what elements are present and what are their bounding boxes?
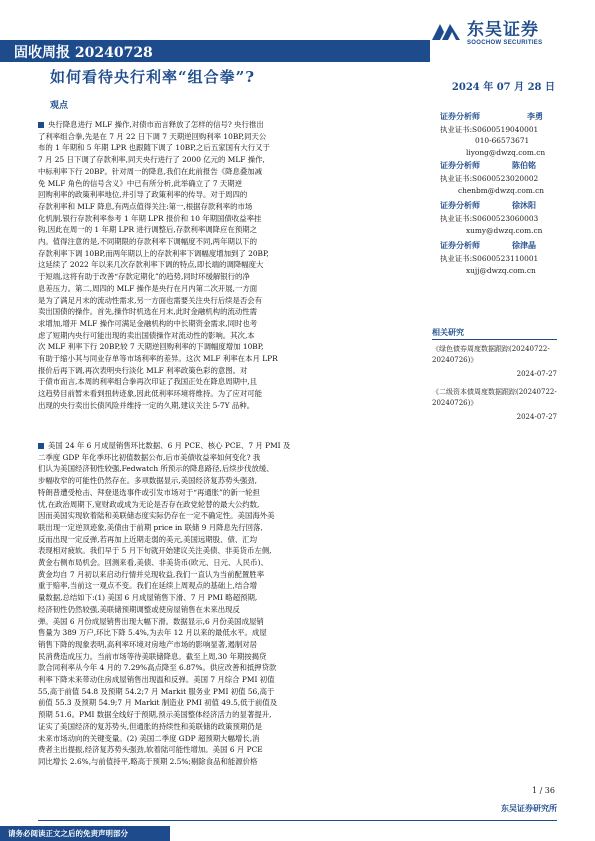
paragraph2-line: 美国 24 年 6 月成屋销售环比数据、6 月 PCE、核心 PCE、7 月 PMI 及 [48,441,291,450]
disclaimer-banner[interactable]: 请务必阅读正文之后的免责声明部分 [0,826,170,841]
paragraph1-line: 虑了短期内央行可能出现的卖出国债操作对流动性的影响。其次,本 [38,330,255,340]
paragraph2-line: 经济韧性仍然较强,美联储预期调整或使房屋销售在未来出现反 [38,604,240,614]
footer-divider [38,820,557,821]
analyst-2-email[interactable]: chenbm@dwzq.com.cn [458,186,545,195]
paragraph2-line: 前值 55.3 及预期 54.9;7 月 Markit 制造业 PMI 初值 49.5,低于前值及 [38,698,278,708]
paragraph2-line: 反而出现一定反弹,若再加上近期走弱的美元,美国远期股、债、汇均 [38,534,258,544]
logo-mark-icon [430,20,462,46]
paragraph2-line: 利率下降未来带动住房成屋销售出现温和反弹。美国 7 月综合 PMI 初值 [38,675,275,685]
paragraph2-line: 55,高于前值 54.8 及预期 54.2;7 月 Markit 服务业 PMI 初值 56,高于 [38,686,275,696]
paragraph2-line: 黄金右侧布局机会。回测来看,美债、非美货币(欧元、日元、人民币)、 [38,558,268,568]
related-item-1[interactable]: 《绿色债券周度数据跟踪(20240722-20240726)》 [432,345,550,364]
paragraph2-line: 黄金均自 7 月初以来启动行情并兑现收益,我们一直认为当前配置胜率 [38,569,265,579]
paragraph1-line: 次 MLF 利率下行 20BP,较 7 天期逆回购利率的下调幅度增加 10BP, [38,342,264,352]
analyst-3-email[interactable]: xumy@dwzq.com.cn [466,226,543,235]
related-item-2[interactable]: 《二级资本债周度数据跟踪(20240722-20240726)》 [432,388,557,407]
report-title: 如何看待央行利率“组合拳”? [50,68,256,86]
paragraph2-line: 步幅收窄的可能性仍然存在。多项数据显示,美国经济复苏势头强劲, [38,476,258,486]
paragraph1-line: 是为了满足月末的流动性需求,另一方面也需要关注央行后续是否会有 [38,295,263,305]
header-bar [0,40,430,62]
paragraph2-line: 二季度 GDP 年化季环比初值数据公布,后市美债收益率如何变化? 我 [38,452,261,462]
paragraph2-line: 民消费造成压力。当前市场等待美联储降息。截至上周,30 年期按揭贷 [38,651,267,661]
paragraph1-line: 这延续了 2022 年以来几次存款利率下调的特点,即长端的调降幅度大 [38,260,264,270]
paragraph-1 [38,119,420,412]
analyst-4-email[interactable]: xujj@dwzq.com.cn [466,266,536,275]
paragraph1-line: 存款利率下调 10BP,而两年期以上的存款利率下调幅度增加到了 20BP, [38,248,269,258]
paragraph-2 [38,440,420,768]
paragraph1-line: 央行降息进行 MLF 操作,对债市而言释放了怎样的信号? 央行推出 [48,120,264,129]
paragraph1-line: 内。值得注意的是,不同期限的存款利率下调幅度不同,两年期以下的 [38,237,258,247]
research-institute: 东吴证券研究所 [501,803,557,813]
paragraph2-line: 特朗普遭受枪击、拜登退选事件或引发市场对于“再通胀”的新一轮担 [38,487,260,497]
section-heading: 观点 [50,101,69,111]
paragraph2-line: 款合同利率从今年 4 月的 7.29%高点降至 6.87%。供应改善和抵押贷款 [38,663,277,673]
paragraph1-line: 了利率组合拳,先是在 7 月 22 日下调 7 天期逆回购利率 10BP,同天公 [38,131,267,141]
analyst-4-cert: 执业证书:S0600523110001 [440,254,539,263]
analyst-2-role: 证券分析师 [440,160,480,170]
paragraph1-line: 化机制,银行存款利率参考 1 年期 LPR 报价和 10 年期国债收益率挂 [38,213,262,223]
related-item-2-date: 2024-07-27 [516,413,557,421]
paragraph2-line: 们认为美国经济韧性较强,Fedwatch 所预示的降息路径,后续步伐放缓、 [38,464,274,474]
paragraph2-line: 弹。美国 6 月份成屋销售出现大幅下滑。数据显示,6 月份美国成屋销 [38,616,264,626]
analyst-4-role: 证券分析师 [440,240,480,250]
paragraph1-line: 中标利率下行 20BP。针对周一的降息,我们在此前报告《降息叠加减 [38,166,263,176]
paragraph2-line: 量数据,总结如下:(1) 美国 6 月成屋销售下滑、7 月 PMI 略超预期, [38,593,258,603]
paragraph2-line: 同比增长 2.6%,与前值持平,略高于预期 2.5%;剔除食品和能源价格 [38,756,258,766]
paragraph2-line: 联出现一定逆顶迹象,美债由于前期 price in 联储 9 月降息先行回落, [38,522,263,532]
paragraph2-line: 证实了美国经济的复苏势头,但通胀的持续性和美联储的政策预期仍是 [38,721,263,731]
paragraph1-line: 卖出国债的操作。首先,操作时机选在月末,此时金融机构的流动性需 [38,307,258,317]
analyst-3-cert: 执业证书:S0600523060003 [440,214,539,223]
paragraph2-line: 费者主出提振,经济复苏势头强劲,软着陆可能性增加。美国 6 月 PCE [38,745,263,755]
brand-logo [430,20,542,46]
paragraph1-line: 钩,因此在周一的 1 年期 LPR 进行调整后,存款利率调降应在预期之 [38,225,258,235]
paragraph1-line: 报价后再下调,再次表明央行淡化 MLF 利率政策色彩的意图。对 [38,365,248,375]
paragraph1-line: 免 MLF 角色的信号含义》中已有所分析,此举确立了 7 天期逆 [38,178,243,188]
paragraph2-line: 未来市场动向的关键变量。(2) 美国二季度 GDP 超预期大幅增长,消 [38,733,260,743]
paragraph1-line: 这趋势目前暂未看到扭转迹象,因此低利率环境将维持。为了应对可能 [38,389,263,399]
paragraph2-line: 售量为 389 万户,环比下降 5.4%,为去年 12 月以来的最低水平。成屋 [38,628,267,638]
report-type-label: 固收周报 20240728 [14,45,153,61]
paragraph1-line: 布的 1 年期和 5 年期 LPR 也跟随下调了 10BP,之后五家国有大行又于 [38,143,270,153]
paragraph1-line: 出现的央行卖出长债风险并维持一定的久期,建议关注 5-7Y 品种。 [38,400,254,410]
related-item-1-date: 2024-07-27 [516,370,557,378]
analyst-4-name: 徐津晶 [512,240,536,250]
paragraph1-line: 求增加,增开 MLF 操作可满足金融机构的中长期资金需求,同时也考 [38,318,258,328]
paragraph2-line: 重于赔率,当前这一观点不变。我们在延续上周观点的基础上,结合增 [38,581,258,591]
paragraph1-line: 于短端,这将有助于改善“存款定期化”的趋势,同时环缓解银行的净 [38,272,250,282]
analyst-1-role: 证券分析师 [440,111,480,121]
paragraph1-line: 7 月 25 日下调了存款利率,同天央行进行了 2000 亿元的 MLF 操作, [38,155,265,165]
paragraph1-line: 回购利率的政策利率地位,并引导了政策利率的传导。对于周四的 [38,190,248,200]
paragraph2-line: 因而美国实现软着陆和美联储态度实际仍存在一定不确定性。美国海外美 [38,511,275,521]
brand-name-en: SOOCHOW SECURITIES [467,40,543,46]
paragraph1-line: 息差压力。第二,周四的 MLF 操作是央行在月内第二次开展,一方面 [38,283,258,293]
related-heading: 相关研究 [432,327,464,337]
paragraph1-line: 存款利率和 MLF 降息,有两点值得关注:第一,根据存款利率的市场 [38,201,253,211]
analyst-1-email[interactable]: liyong@dwzq.com.cn [466,148,546,157]
paragraph2-line: 销售下降的现象表明,高利率环境对房地产市场的影响显著,遏制对居 [38,639,258,649]
paragraph2-line: 表现相对疲软。我们早于 5 月下旬就开始建议关注美债、非美货币左侧, [38,546,272,556]
analyst-1-name: 李勇 [527,111,543,121]
analyst-2-name: 陈伯铭 [512,160,536,170]
paragraph2-line: 预期 51.6。PMI 数据全线好于预期,预示美国整体经济活力的显著提升, [38,710,272,720]
paragraph1-line: 于债市而言,本周的利率组合拳再次印证了我国正处在降息周期中,且 [38,377,258,387]
brand-name-cn: 东吴证券 [467,20,539,40]
related-divider [432,339,557,340]
page-number: 1 / 36 [531,786,555,795]
analyst-1-phone: 010-66573671 [475,136,530,145]
analyst-3-role: 证券分析师 [440,200,480,210]
analyst-3-name: 徐沐阳 [512,200,536,210]
report-date: 2024 年 07 月 28 日 [451,82,555,93]
paragraph1-line: 有助于缩小其与同业存单等市场利率的差异。这次 MLF 利率在本月 LPR [38,354,278,364]
paragraph2-line: 忧,在政治周期下,宽财政或成为无论是否存在政党轮替的最大公约数, [38,499,260,509]
analyst-2-cert: 执业证书:S0600523020002 [440,174,539,183]
analyst-1-cert: 执业证书:S0600519040001 [440,125,539,134]
